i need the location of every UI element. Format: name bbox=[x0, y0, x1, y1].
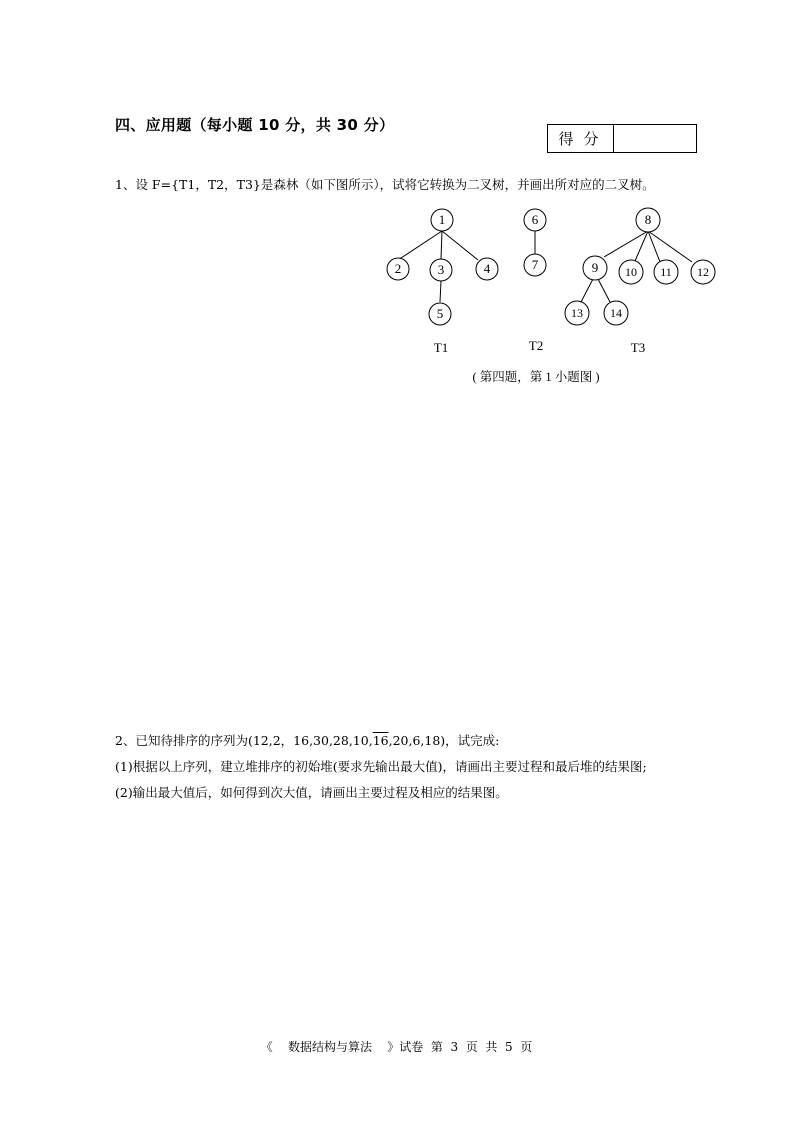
tree-node-6-label: 6 bbox=[531, 212, 539, 227]
tree-node-3-label: 3 bbox=[437, 262, 445, 277]
tree-label-t3: T3 bbox=[630, 340, 646, 355]
forest-figure bbox=[370, 200, 730, 395]
figure-caption: ( 第四题，第 1 小题图 ) bbox=[472, 370, 600, 384]
tree-node-8-label: 8 bbox=[644, 212, 652, 227]
question-2-part-2: (2)输出最大值后，如何得到次大值，请画出主要过程及相应的结果图。 bbox=[115, 785, 508, 800]
tree-node-9-label: 9 bbox=[591, 260, 599, 275]
tree-label-t1: T1 bbox=[433, 340, 449, 355]
tree-node-11-label: 11 bbox=[660, 265, 672, 279]
tree-label-t2: T2 bbox=[528, 338, 544, 353]
question-2-overlined-value: 16 bbox=[372, 733, 389, 748]
tree-node-13-label: 13 bbox=[571, 306, 583, 320]
tree-node-4-label: 4 bbox=[483, 261, 491, 276]
page-footer: 《 数据结构与算法 》试卷 第 3 页 共 5 页 bbox=[260, 1040, 533, 1054]
tree-node-10-label: 10 bbox=[625, 265, 637, 279]
score-label: 得分 bbox=[548, 125, 614, 152]
question-1-text: 1、设 F={T1，T2，T3}是森林（如下图所示），试将它转换为二叉树，并画出所对应的二叉树。 bbox=[115, 177, 655, 192]
question-2-part-1: (1)根据以上序列，建立堆排序的初始堆(要求先输出最大值)，请画出主要过程和最后堆的结果图; bbox=[115, 759, 647, 774]
score-box bbox=[547, 124, 697, 153]
tree-node-2-label: 2 bbox=[394, 261, 402, 276]
question-2-intro-after: ,20,6,18)，试完成: bbox=[388, 733, 500, 748]
tree-node-1-label: 1 bbox=[438, 212, 446, 227]
tree-node-5-label: 5 bbox=[436, 306, 444, 321]
tree-node-12-label: 12 bbox=[697, 265, 709, 279]
question-2-intro bbox=[115, 733, 499, 749]
question-2-intro-before: 2、已知待排序的序列为(12,2，16,30,28,10, bbox=[115, 733, 373, 748]
tree-node-7-label: 7 bbox=[531, 257, 539, 272]
section-title: 四、应用题（每小题 10 分，共 30 分） bbox=[115, 116, 395, 134]
score-input-cell[interactable] bbox=[614, 125, 696, 152]
tree-node-14-label: 14 bbox=[610, 306, 622, 320]
